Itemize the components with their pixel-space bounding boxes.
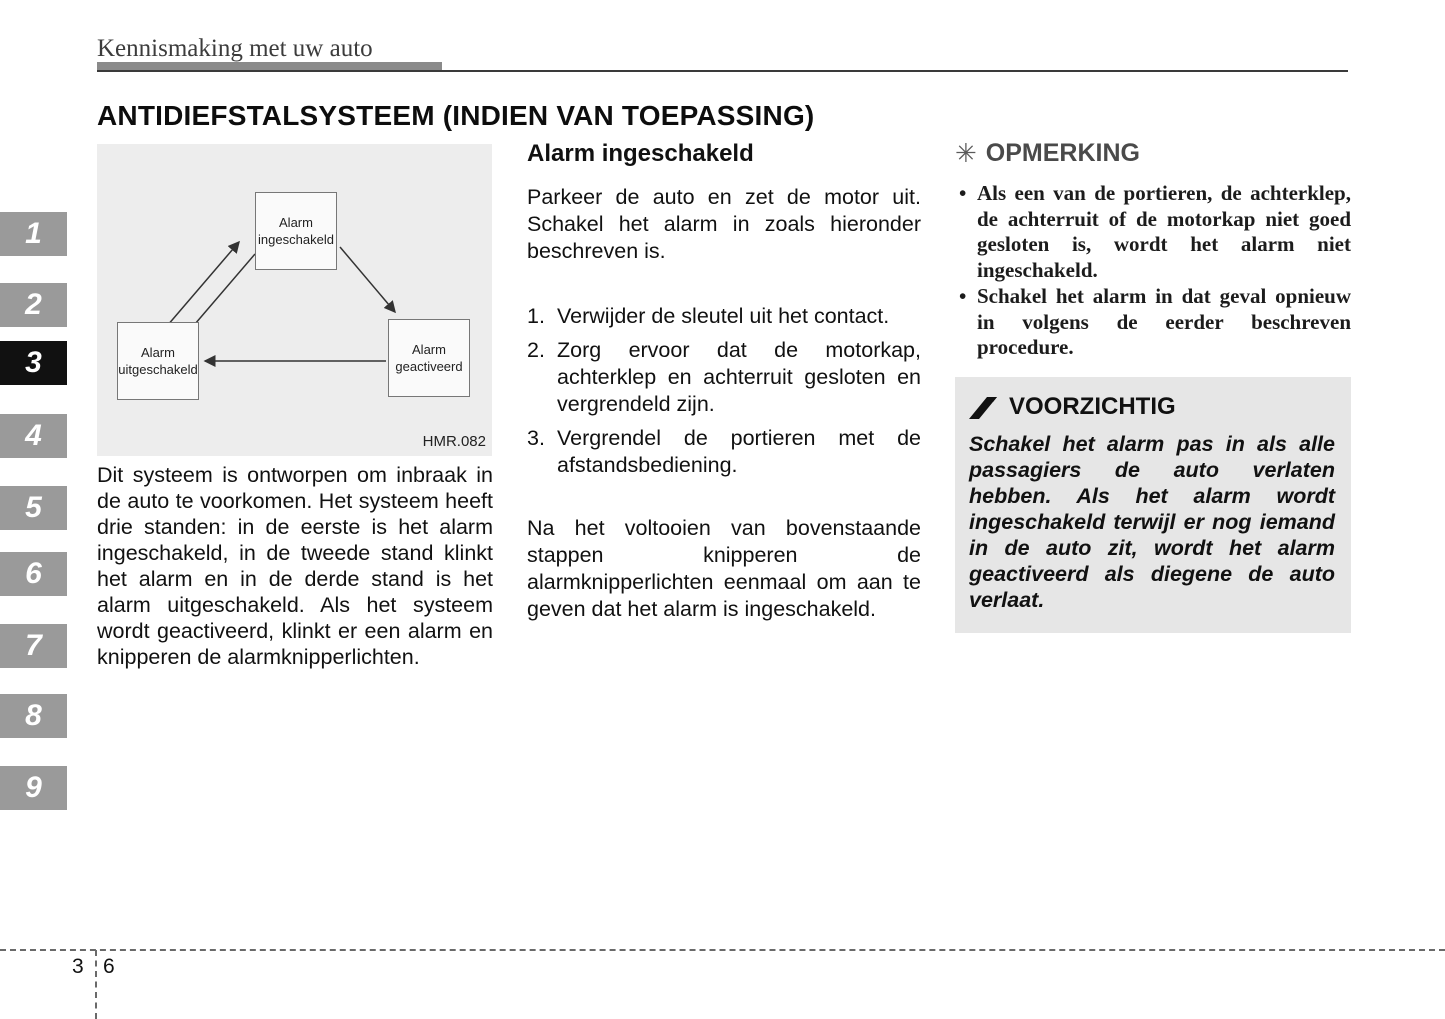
step-text: Zorg ervoor dat de motorkap, achterklep en achterruit gesloten en vergrendeld zijn.	[557, 338, 921, 416]
diagram-node-alarm-ingeschakeld: Alarm ingeschakeld	[255, 192, 337, 270]
caution-text: Schakel het alarm pas in als alle passagiers de auto verlaten hebben. Als het alarm wordt ingeschakeld terwijl er nog iemand in de auto zit, wordt het alarm geactiveerd als diegene de auto verlaat.	[969, 431, 1335, 612]
note-heading	[955, 138, 1351, 169]
asterisk-icon: ✳	[955, 138, 977, 168]
diagram-node-alarm-uitgeschakeld: Alarm uitgeschakeld	[117, 322, 199, 400]
chapter-tab-1: 1	[0, 212, 67, 256]
header-accent-bar	[97, 62, 442, 70]
note-bullet-text: Schakel het alarm in dat geval opnieuw in volgens de eerder beschreven procedure.	[977, 284, 1351, 359]
chapter-tab-6: 6	[0, 552, 67, 596]
chapter-tab-4: 4	[0, 414, 67, 458]
diagram-arrows	[97, 144, 492, 456]
note-bullet-1	[955, 181, 1351, 283]
footer-dashed-rule	[0, 949, 1445, 951]
step-item-1	[527, 303, 921, 330]
intro-paragraph: Dit systeem is ontworpen om inbraak in de auto te voorkomen. Het systeem heeft drie standen: in de eerste is het alarm ingeschakeld, in de tweede stand klinkt het alarm en in de derde stand is het alarm uitgeschakeld. Als het systeem wordt geactiveerd, klinkt er een alarm en knipperen de alarmknipperlichten.	[97, 463, 493, 669]
chapter-tab-2: 2	[0, 283, 67, 327]
section-intro: Parkeer de auto en zet de motor uit. Schakel het alarm in zoals hieronder beschreven is.	[527, 185, 921, 263]
caution-box	[955, 377, 1351, 633]
step-item-2	[527, 337, 921, 418]
note-bullet-2	[955, 284, 1351, 361]
step-item-3	[527, 425, 921, 479]
step-number: 3.	[527, 426, 545, 450]
footer-chapter-number: 3	[72, 955, 84, 978]
step-text: Verwijder de sleutel uit het contact.	[557, 304, 890, 328]
section-heading: Alarm ingeschakeld	[527, 140, 754, 167]
diagram-caption: HMR.082	[422, 433, 486, 450]
chapter-header-title: Kennismaking met uw auto	[97, 35, 373, 62]
note-heading-label: OPMERKING	[985, 139, 1140, 167]
chapter-tab-7: 7	[0, 624, 67, 668]
step-text: Vergrendel de portieren met de afstandsbediening.	[557, 426, 921, 477]
caution-icon	[969, 395, 999, 419]
chapter-tab-5: 5	[0, 486, 67, 530]
note-bullet-text: Als een van de portieren, de achterklep, de achterruit of de motorkap niet goed gesloten is, wordt het alarm niet ingeschakeld.	[977, 181, 1351, 282]
column-alarm-ingeschakeld	[527, 140, 921, 623]
step-number: 1.	[527, 304, 545, 328]
bullet-icon: •	[959, 284, 967, 308]
chapter-tab-8: 8	[0, 694, 67, 738]
page-header	[97, 36, 1348, 72]
section-outro: Na het voltooien van bovenstaande stappen knipperen de alarmknipperlichten eenmaal om aan te geven dat het alarm is ingeschakeld.	[527, 516, 921, 621]
bullet-icon: •	[959, 181, 967, 205]
chapter-tab-3-active: 3	[0, 341, 67, 385]
step-number: 2.	[527, 338, 545, 362]
diagram-node-alarm-geactiveerd: Alarm geactiveerd	[388, 319, 470, 397]
footer-page-number: 6	[103, 955, 115, 978]
footer-vertical-rule	[95, 950, 97, 1019]
alarm-state-diagram	[97, 144, 492, 456]
page-title: ANTIDIEFSTALSYSTEEM (INDIEN VAN TOEPASSING)	[97, 100, 815, 131]
chapter-tab-9: 9	[0, 766, 67, 810]
caution-heading	[969, 393, 1335, 421]
column-note	[955, 138, 1351, 633]
steps-list	[527, 303, 921, 479]
caution-heading-label: VOORZICHTIG	[1009, 392, 1176, 420]
